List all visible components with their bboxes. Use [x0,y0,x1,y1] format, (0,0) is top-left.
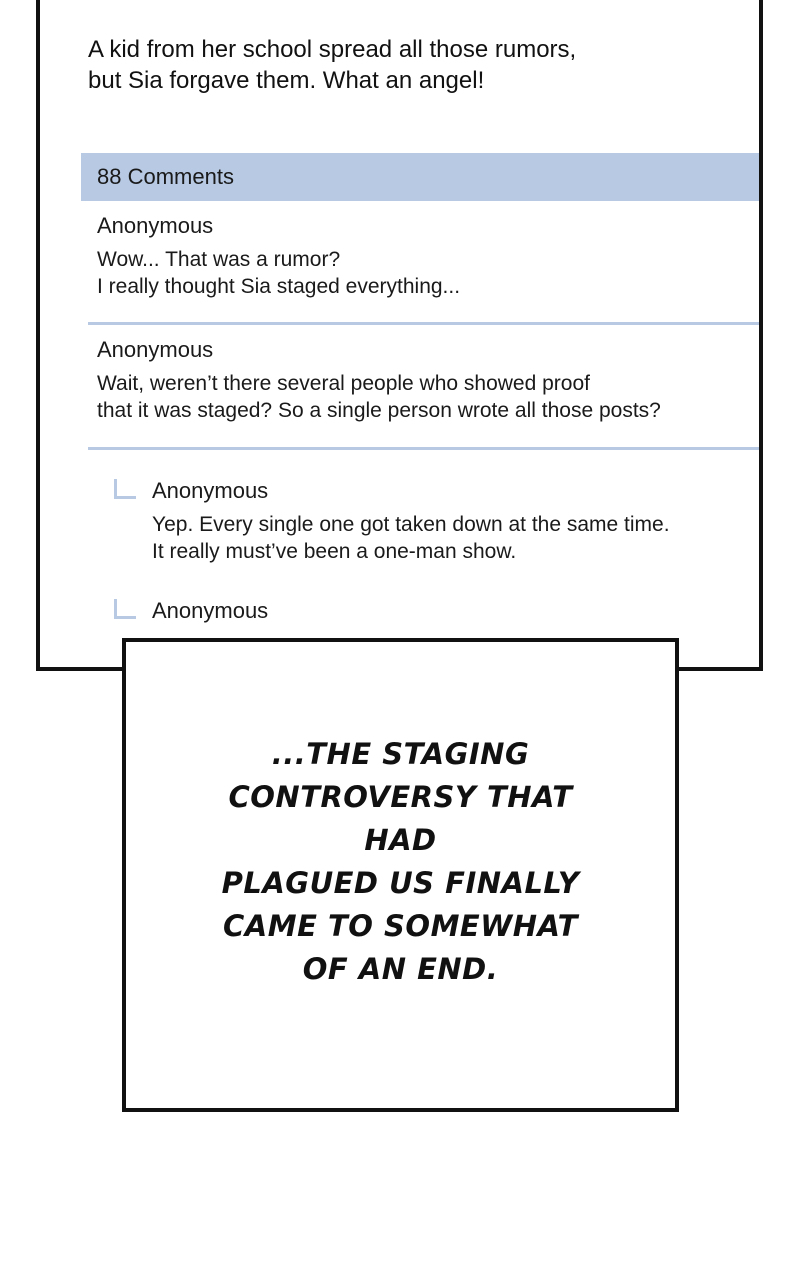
post-body-text: A kid from her school spread all those rumors, but Sia forgave them. What an angel! [88,36,577,94]
comment-divider [88,322,763,325]
reply-arrow-icon [114,599,136,619]
comment-item [97,212,757,300]
post-panel [36,0,763,671]
reply-arrow-icon [114,479,136,499]
comments-count-header[interactable] [81,153,763,201]
reply-author: Anonymous [152,598,269,623]
comment-text: Wait, weren’t there several people who showed proof that it was staged? So a single person wrote all those posts? [97,372,661,422]
comment-author: Anonymous [97,213,214,238]
reply-text: Yep. Every single one got taken down at the same time. It really must’ve been a one-man show. [152,513,670,563]
comment-text: Wow... That was a rumor? I really thought Sia staged everything... [97,248,461,298]
reply-author: Anonymous [152,478,269,503]
reply-item [114,597,763,631]
reply-item [114,477,763,565]
narration-text: ...THE STAGING CONTROVERSY THAT HAD PLAGUED US FINALLY CAME TO SOMEWHAT OF AN END. [221,737,580,986]
comments-count-label: 88 Comments [97,164,234,189]
narration-box [122,638,679,1112]
comment-item [97,336,757,424]
comment-divider [88,447,763,450]
comment-author: Anonymous [97,337,214,362]
